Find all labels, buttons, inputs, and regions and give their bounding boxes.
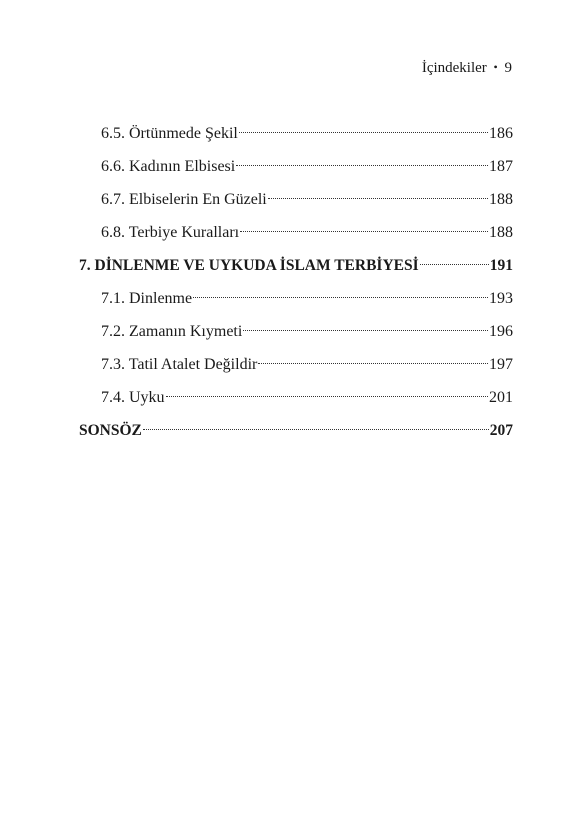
toc-entry[interactable] bbox=[79, 117, 513, 150]
toc-dot-leader bbox=[243, 330, 488, 331]
header-bullet: • bbox=[493, 60, 498, 74]
toc-entry-page: 187 bbox=[489, 158, 513, 175]
toc-dot-leader bbox=[193, 297, 488, 298]
toc-chapter-entry[interactable] bbox=[79, 414, 513, 447]
toc-entry-page: 186 bbox=[489, 125, 513, 142]
toc-dot-leader bbox=[166, 396, 488, 397]
header-section-title: İçindekiler bbox=[421, 60, 487, 76]
toc-entry-page: 188 bbox=[489, 224, 513, 241]
toc-entry-page: 201 bbox=[489, 389, 513, 406]
toc-entry[interactable] bbox=[79, 315, 513, 348]
toc-dot-leader bbox=[420, 264, 489, 265]
toc-entry-title: 6.7. Elbiselerin En Güzeli bbox=[101, 191, 267, 208]
toc-entry-title: 7.2. Zamanın Kıymeti bbox=[101, 323, 243, 340]
toc-entry[interactable] bbox=[79, 282, 513, 315]
toc-entry-page: 197 bbox=[489, 356, 513, 373]
header-page-number: 9 bbox=[504, 60, 512, 76]
toc-entry[interactable] bbox=[79, 348, 513, 381]
toc-dot-leader bbox=[258, 363, 488, 364]
toc-entry-title: 7.4. Uyku bbox=[101, 389, 165, 406]
toc-entry-page: 196 bbox=[489, 323, 513, 340]
toc-entry-title: 6.6. Kadının Elbisesi bbox=[101, 158, 236, 175]
toc-entry[interactable] bbox=[79, 183, 513, 216]
toc-chapter-entry[interactable] bbox=[79, 249, 513, 282]
toc-entry-title: 6.5. Örtünmede Şekil bbox=[101, 125, 238, 142]
toc-entry-title: 7.3. Tatil Atalet Değildir bbox=[101, 356, 258, 373]
toc-entry-page: 191 bbox=[489, 257, 513, 274]
toc-entry[interactable] bbox=[79, 381, 513, 414]
toc-dot-leader bbox=[236, 165, 488, 166]
toc-dot-leader bbox=[268, 198, 488, 199]
table-of-contents bbox=[79, 117, 513, 447]
toc-dot-leader bbox=[239, 132, 488, 133]
toc-entry-page: 207 bbox=[489, 422, 513, 439]
toc-dot-leader bbox=[143, 429, 489, 430]
toc-entry[interactable] bbox=[79, 216, 513, 249]
toc-entry-page: 193 bbox=[489, 290, 513, 307]
toc-dot-leader bbox=[240, 231, 488, 232]
toc-entry-title: 7.1. Dinlenme bbox=[101, 290, 193, 307]
toc-entry-title: SONSÖZ bbox=[79, 422, 142, 439]
toc-entry[interactable] bbox=[79, 150, 513, 183]
toc-entry-page: 188 bbox=[489, 191, 513, 208]
running-header bbox=[422, 60, 512, 77]
toc-entry-title: 6.8. Terbiye Kuralları bbox=[101, 224, 240, 241]
toc-entry-title: 7. DİNLENME VE UYKUDA İSLAM TERBİYESİ bbox=[79, 257, 419, 274]
